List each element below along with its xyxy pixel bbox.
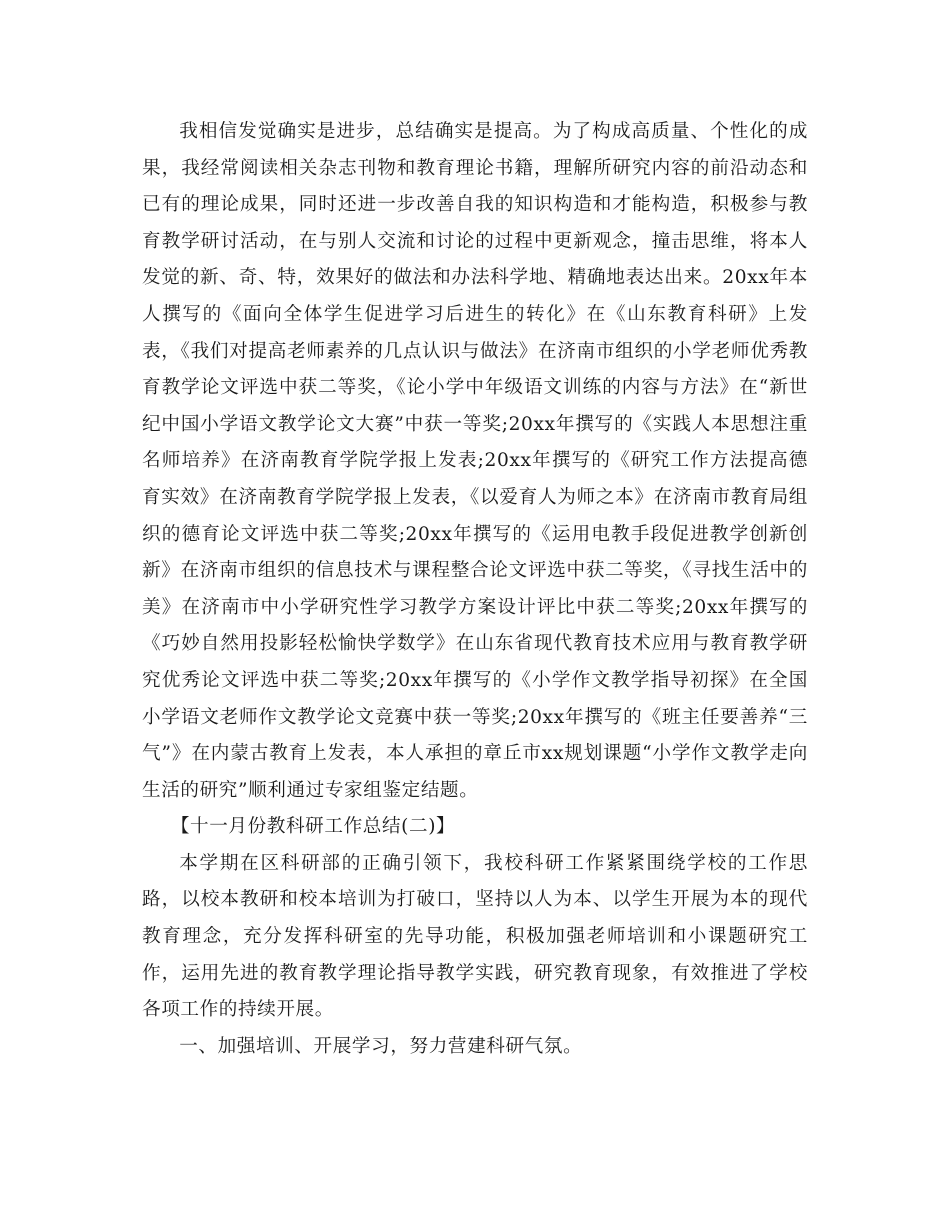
intro-paragraph: 本学期在区科研部的正确引领下，我校科研工作紧紧围绕学校的工作思路，以校本教研和校本培训为打破口，坚持以人为本、以学生开展为本的现代教育理念，充分发挥科研室的先导功能，积极加强老师培训和小课题研究工作，运用先进的教育教学理论指导教学实践，研究教育现象，有效推进了学校各项工作的持续开展。 (142, 852, 808, 1021)
section-title: 一、加强培训、开展学习，努力营建科研气氛。 (179, 1035, 583, 1057)
document-heading: 【十一月份教科研工作总结(二)】 (170, 816, 456, 838)
body-paragraph-1: 我相信发觉确实是进步，总结确实是提高。为了构成高质量、个性化的成果，我经常阅读相关杂志刊物和教育理论书籍，理解所研究内容的前沿动态和已有的理论成果，同时还进一步改善自我的知识构造和才能构造，积极参与教育教学研讨活动，在与别人交流和讨论的过程中更新观念，撞击思维，将本人发觉的新、奇、特，效果好的做法和办法科学地、精确地表达出来。20xx年本人撰写的《面向全体学生促进学习后进生的转化》在《山东教育科研》上发表，《我们对提高老师素养的几点认识与做法》在济南市组织的小学老师优秀教育教学论文评选中获二等奖，《论小学中年级语文训练的内容与方法》在“新世纪中国小学语文教学论文大赛”中获一等奖;20xx年撰写的《实践人本思想注重名师培养》在济南教育学院学报上发表;20xx年撰写的《研究工作方法提高德育实效》在济南教育学院学报上发表，《以爱育人为师之本》在济南市教育局组织的德育论文评选中获二等奖;20xx年撰写的《运用电教手段促进教学创新创新》在济南市组织的信息技术与课程整合论文评选中获二等奖，《寻找生活中的美》在济南市中小学研究性学习教学方案设计评比中获二等奖;20xx年撰写的《巧妙自然用投影轻松愉快学数学》在山东省现代教育技术应用与教育教学研究优秀论文评选中获二等奖;20xx年撰写的《小学作文教学指导初探》在全国小学语文老师作文教学论文竞赛中获一等奖;20xx年撰写的《班主任要善养“三气”》在内蒙古教育上发表，本人承担的章丘市xx规划课题“小学作文教学走向生活的研究”顺利通过专家组鉴定结题。 (142, 121, 808, 801)
document-page (142, 114, 808, 1065)
